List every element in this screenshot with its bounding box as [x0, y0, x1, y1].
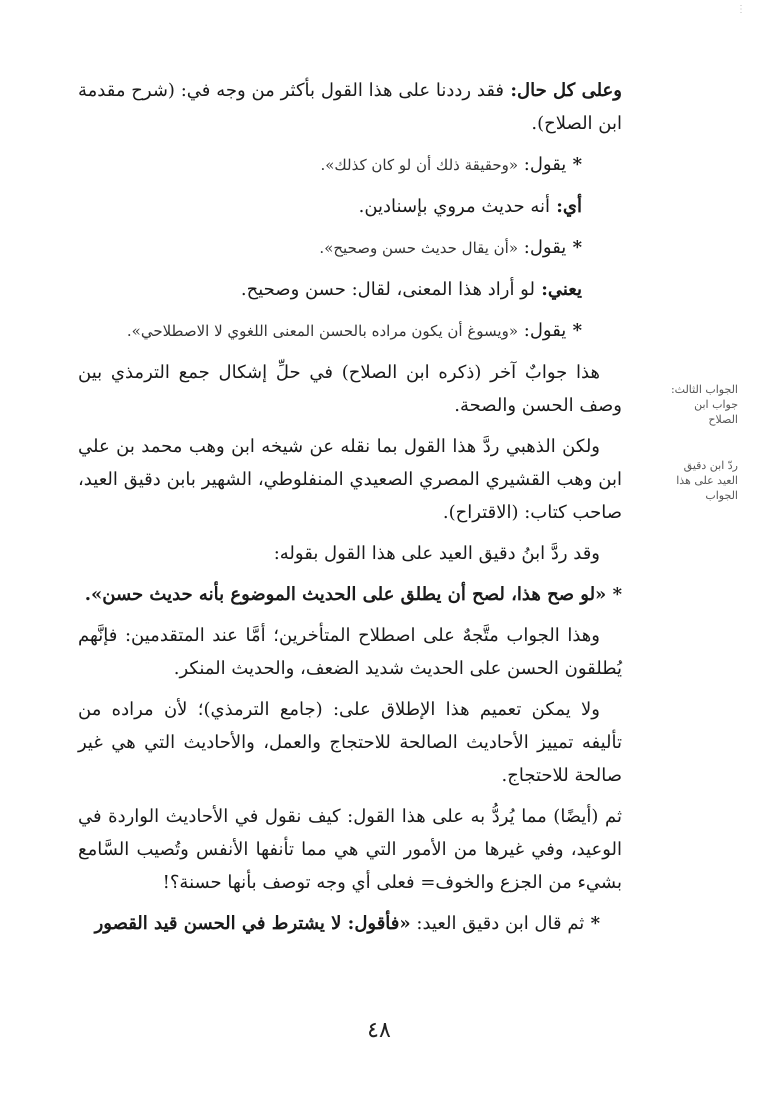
paragraph-11-text: وهذا الجواب متَّجهٌ على اصطلاح المتأخرين؛ أمَّا عند المتقدمين: فإنَّهم يُطلقون الحسن على الحديث شديد الضعف، والحديث المنكر.	[78, 625, 622, 679]
paragraph-4	[78, 231, 622, 265]
paragraph-14-star: *	[584, 913, 600, 934]
paragraph-14-bold: «فأقول: لا يشترط في الحسن قيد القصور	[94, 913, 411, 934]
paragraph-1-text: فقد رددنا على هذا القول بأكثر من وجه في: (شرح مقدمة ابن الصلاح).	[78, 80, 622, 134]
paragraph-5-text: لو أراد هذا المعنى، لقال: حسن وصحيح.	[240, 279, 535, 300]
margin-note-third-answer: الجواب الثالث: جواب ابن الصلاح	[670, 383, 738, 426]
paragraph-5	[78, 273, 622, 306]
paragraph-13-text: ثم (أيضًا) مما يُردُّ به على هذا القول: كيف نقول في الأحاديث الواردة في الوعيد، وفي غيرها من الأمور التي هي مما تأنفها الأنفس وتُصيب السَّامع بشيء من الجزع والخوف= فعلى أي وجه توصف بأنها حسنة؟!	[78, 806, 622, 893]
paragraph-1	[78, 74, 622, 140]
paragraph-3	[78, 190, 622, 223]
paragraph-8	[78, 430, 622, 529]
paragraph-10-star: *	[606, 584, 622, 605]
paragraph-1-lead: وعلى كل حال:	[504, 80, 622, 101]
paragraph-11	[78, 619, 622, 685]
margin-note-rebuttal: ردّ ابن دقيق العيد على هذا الجواب	[676, 459, 738, 502]
paragraph-2-star: *	[566, 154, 582, 175]
paragraph-8-text: ولكن الذهبي ردَّ هذا القول بما نقله عن شيخه ابن وهب محمد بن علي ابن وهب القشيري المصري الصعيدي المنفلوطي، الشهير بابن دقيق العيد، صاحب كتاب: (الاقتراح).	[78, 436, 622, 523]
paragraph-2-quote: «وحقيقة ذلك أن لو كان كذلك».	[320, 156, 519, 174]
paragraph-12-text: ولا يمكن تعميم هذا الإطلاق على: (جامع الترمذي)؛ لأن مراده من تأليفه تمييز الأحاديث الصالحة للاحتجاج والعمل، والأحاديث التي هي غير صالحة للاحتجاج.	[78, 699, 622, 786]
paragraph-9	[78, 537, 622, 570]
paragraph-3-lead: أي:	[549, 196, 582, 217]
paragraph-2	[78, 148, 622, 182]
paragraph-6-quote: «ويسوغ أن يكون مراده بالحسن المعنى اللغوي لا الاصطلاحي».	[126, 322, 519, 340]
paragraph-14	[78, 907, 622, 940]
paragraph-4-quote: «أن يقال حديث حسن وصحيح».	[319, 239, 519, 257]
paragraph-14-text: ثم قال ابن دقيق العيد:	[410, 913, 585, 934]
paragraph-3-text: أنه حديث مروي بإسنادين.	[358, 196, 550, 217]
paragraph-12	[78, 693, 622, 792]
paragraph-9-text: وقد ردَّ ابنُ دقيق العيد على هذا القول بقوله:	[273, 543, 600, 564]
paragraph-10-quote: «لو صح هذا، لصح أن يطلق على الحديث الموضوع بأنه حديث حسن».	[84, 584, 607, 605]
paragraph-4-label: يقول:	[518, 237, 567, 258]
paragraph-4-star: *	[566, 237, 582, 258]
corner-mark: ⋮	[736, 4, 746, 15]
paragraph-5-lead: يعني:	[534, 279, 582, 300]
page-number: ٤٨	[367, 1018, 391, 1043]
paragraph-6	[78, 314, 622, 348]
paragraph-2-label: يقول:	[518, 154, 567, 175]
paragraph-10	[78, 578, 622, 611]
paragraph-6-star: *	[566, 320, 582, 341]
paragraph-7	[78, 356, 622, 422]
paragraph-6-label: يقول:	[518, 320, 567, 341]
paragraph-13	[78, 800, 622, 899]
main-text-column	[78, 74, 622, 948]
paragraph-7-text: هذا جوابٌ آخر (ذكره ابن الصلاح) في حلِّ إشكال جمع الترمذي بين وصف الحسن والصحة.	[78, 362, 622, 416]
